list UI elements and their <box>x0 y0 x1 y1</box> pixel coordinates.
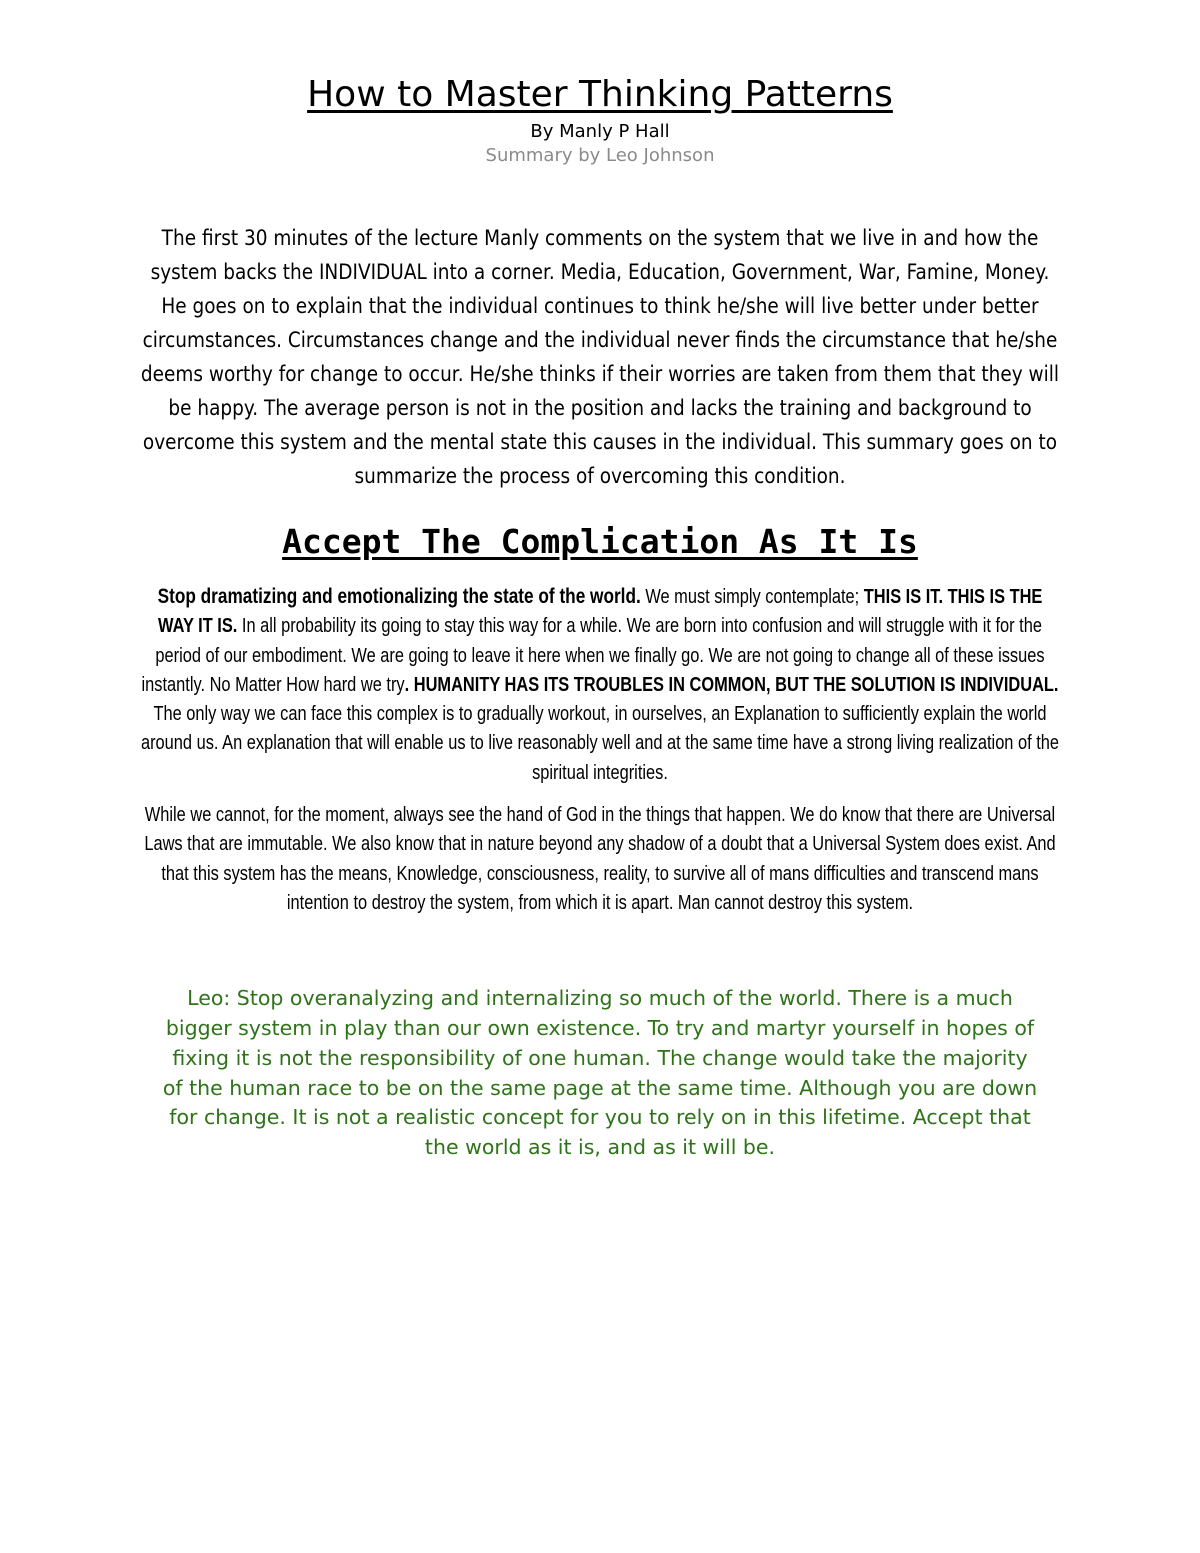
section-heading: Accept The Complication As It Is <box>282 522 918 561</box>
lead-bold-sentence: Stop dramatizing and emotionalizing the state of the world. <box>157 585 641 608</box>
document-page <box>140 70 1060 1163</box>
para1-text-2: In all probability its going to stay this way for a while. We are born into confusion and will struggle with it for the period of our embodiment. We are going to leave it here when we finally go. We are not going to change all of these issues instantly. No Matter How hard we try <box>141 615 1045 696</box>
para1-bold-2: . HUMANITY HAS ITS TROUBLES IN COMMON, BUT THE SOLUTION IS INDIVIDUAL. <box>404 673 1059 696</box>
intro-paragraph: The first 30 minutes of the lecture Manly comments on the system that we live in and how the system backs the INDIVIDUAL into a corner. Media, Education, Government, War, Famine, Money. He goes on to explain that the individual continues to think he/she will live better under better circumstances. Circumstances change and the individual never finds the circumstance that he/she deems worthy for change to occur. He/she thinks if their worries are taken from them that they will be happy. The average person is not in the position and lacks the training and background to overcome this system and the mental state this causes in the individual. This summary goes on to summarize the process of overcoming this condition. <box>140 226 1060 489</box>
summary-credit: Summary by Leo Johnson <box>485 145 715 166</box>
document-title: How to Master Thinking Patterns <box>307 74 893 115</box>
leo-note: Leo: Stop overanalyzing and internalizing so much of the world. There is a much bigger system in play than our own existence. To try and martyr yourself in hopes of fixing it is not the responsibility of one human. The change would take the majority of the human race to be on the same page at the same time. Although you are down for change. It is not a realistic concept for you to rely on in this lifetime. Accept that the world as it is, and as it will be. <box>162 986 1038 1160</box>
para1-text-3: The only way we can face this complex is to gradually workout, in ourselves, an Explanation to sufficiently explain the world around us. An explanation that will enable us to live reasonably well and at the same time have a strong living realization of the spiritual integrities. <box>140 703 1060 784</box>
body-paragraph-2: While we cannot, for the moment, always see the hand of God in the things that happen. We do know that there are Universal Laws that are immutable. We also know that in nature beyond any shadow of a doubt that a Universal System does exist. And that this system has the means, Knowledge, consciousness, reality, to survive all of mans difficulties and transcend mans intention to destroy the system, from which it is apart. Man cannot destroy this system. <box>144 804 1056 914</box>
body-paragraph-1 <box>141 582 1059 788</box>
para1-bold-1: THIS IS IT. THIS IS THE WAY IT IS. <box>158 586 1043 638</box>
document-author: By Manly P Hall <box>530 121 670 142</box>
para1-text-1: We must simply contemplate; <box>640 586 864 608</box>
